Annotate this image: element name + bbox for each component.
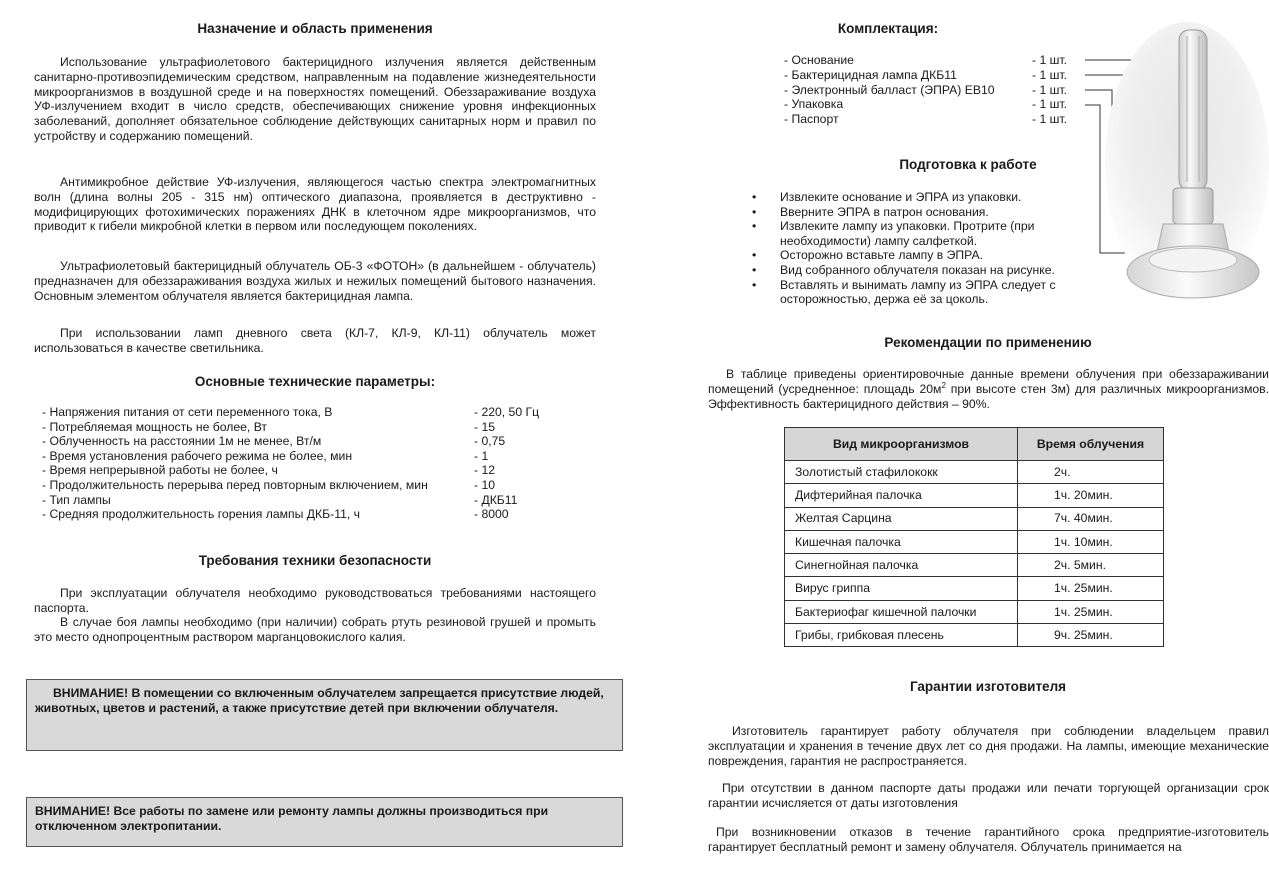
table-row <box>785 577 1164 600</box>
kit-qty: - 1 шт. <box>1032 67 1068 82</box>
param-row <box>42 434 596 449</box>
time-cell: 1ч. 20мин. <box>1018 484 1164 507</box>
kit-row <box>784 53 1084 68</box>
organism-cell: Кишечная палочка <box>785 530 1018 553</box>
recommendations-heading: Рекомендации по применению <box>884 335 1092 350</box>
param-value: - 1 <box>474 448 489 463</box>
time-cell: 1ч. 10мин. <box>1018 530 1164 553</box>
warranty-paragraph-1: Изготовитель гарантирует работу облучателя при соблюдении владельцем правил эксплуатации и хранения в течение двух лет со дня продажи. На лампы, имеющие механические повреждения, гарантия не распространяется. <box>708 724 1269 768</box>
param-row <box>42 463 596 478</box>
param-row <box>42 478 596 493</box>
kit-heading: Комплектация: <box>837 21 939 36</box>
prep-step: • Извлеките основание и ЭПРА из упаковки. <box>780 190 1110 205</box>
time-cell: 9ч. 25мин. <box>1018 624 1164 647</box>
param-value: - ДКБ11 <box>474 492 518 507</box>
param-name: - Продолжительность перерыва перед повторным включением, мин <box>42 477 428 492</box>
params-heading: Основные технические параметры: <box>194 374 436 389</box>
kit-qty: - 1 шт. <box>1032 97 1068 112</box>
kit-qty: - 1 шт. <box>1032 82 1068 97</box>
kit-item: - Основание <box>784 53 854 67</box>
purpose-paragraph-4: При использовании ламп дневного света (КЛ-7, КЛ-9, КЛ-11) облучатель может использоваться в качестве светильника. <box>34 326 596 355</box>
table-header-organism: Вид микроорганизмов <box>785 428 1018 461</box>
param-name: - Облученность на расстоянии 1м не менее, Вт/м <box>42 434 322 449</box>
microorganisms-table <box>784 427 1164 647</box>
param-row <box>42 420 596 435</box>
kit-item: - Электронный балласт (ЭПРА) ЕВ10 <box>784 82 995 97</box>
purpose-paragraph-3: Ультрафиолетовый бактерицидный облучатель ОБ-3 «ФОТОН» (в дальнейшем - облучатель) предназначен для обеззараживания воздуха жилых и нежилых помещений бытового назначения. Основным элементом облучателя является бактерицидная лампа. <box>34 259 596 303</box>
table-row <box>785 507 1164 530</box>
purpose-paragraph-2: Антимикробное действие УФ-излучения, являющегося частью спектра электромагнитных волн (длина волны 205 - 315 нм) оптического диапазона, проявляется в деструктивно - модифицирующих фотохимических поражениях ДНК в клеточном ядре микроорганизмов, что приводит к гибели микробной клетки в первом или последующем поколениях. <box>34 175 596 234</box>
param-value: - 15 <box>474 419 496 434</box>
table-row <box>785 530 1164 553</box>
kit-qty: - 1 шт. <box>1032 112 1068 127</box>
warranty-heading: Гарантии изготовителя <box>909 679 1067 694</box>
table-row <box>785 600 1164 623</box>
table-row <box>785 461 1164 484</box>
organism-cell: Золотистый стафилококк <box>785 461 1018 484</box>
params-list <box>42 405 596 522</box>
warranty-paragraph-3: При возникновении отказов в течение гарантийного срока предприятие-изготовитель гарантирует бесплатный ремонт и замену облучателя. Облучатель принимается на <box>708 825 1269 854</box>
param-name: - Потребляемая мощность не более, Вт <box>42 419 268 434</box>
prep-steps-list <box>750 190 1110 307</box>
time-cell: 1ч. 25мин. <box>1018 577 1164 600</box>
organism-cell: Дифтерийная палочка <box>785 484 1018 507</box>
warning-box-power: ВНИМАНИЕ! Все работы по замене или ремонту лампы должны производиться при отключенном электропитании. <box>26 797 623 847</box>
table-row <box>785 554 1164 577</box>
recommendations-paragraph <box>708 367 1269 411</box>
param-name: - Время непрерывной работы не более, ч <box>42 463 278 478</box>
param-value: - 10 <box>474 477 496 492</box>
kit-row <box>784 83 1084 98</box>
param-value: - 8000 <box>474 507 509 522</box>
purpose-heading: Назначение и область применения <box>197 21 433 36</box>
table-row <box>785 484 1164 507</box>
organism-cell: Синегнойная палочка <box>785 554 1018 577</box>
param-value: - 0,75 <box>474 434 506 449</box>
time-cell: 2ч. 5мин. <box>1018 554 1164 577</box>
safety-heading: Требования техники безопасности <box>198 553 432 568</box>
prep-step: • Вставлять и вынимать лампу из ЭПРА следует с осторожностью, держа её за цоколь. <box>780 278 1110 307</box>
param-name: - Напряжения питания от сети переменного тока, В <box>42 405 333 419</box>
kit-row <box>784 97 1084 112</box>
param-value: - 220, 50 Гц <box>474 405 540 419</box>
prep-step: • Вверните ЭПРА в патрон основания. <box>780 205 1110 220</box>
kit-row <box>784 68 1084 83</box>
ballast <box>1173 188 1213 224</box>
organism-cell: Желтая Сарцина <box>785 507 1018 530</box>
param-value: - 12 <box>474 463 496 478</box>
kit-qty: - 1 шт. <box>1032 53 1068 67</box>
rec-text-1: В таблице приведены ориентировочные данные времени облучения при обеззараживании помещений (усредненное: площадь 20м <box>708 367 1269 396</box>
table-header-time: Время облучения <box>1018 428 1164 461</box>
kit-row <box>784 112 1084 127</box>
warranty-paragraph-2: При отсутствии в данном паспорте даты продажи или печати торгующей организации срок гарантии исчисляется от даты изготовления <box>708 781 1269 810</box>
kit-list <box>784 53 1084 127</box>
kit-item: - Упаковка <box>784 97 844 112</box>
warning-box-people: ВНИМАНИЕ! В помещении со включенным облучателем запрещается присутствие людей, животных, цветов и растений, а также присутствие детей при включении облучателя. <box>26 679 623 751</box>
prep-step: • Вид собранного облучателя показан на рисунке. <box>780 263 1110 278</box>
rec-superscript: 2 <box>941 380 946 390</box>
param-row <box>42 405 596 420</box>
safety-paragraph-1: При эксплуатации облучателя необходимо руководствоваться требованиями настоящего паспорта. <box>34 586 596 615</box>
param-row <box>42 493 596 508</box>
param-row <box>42 507 596 522</box>
safety-paragraph-2: В случае боя лампы необходимо (при наличии) собрать ртуть резиновой грушей и промыть это место однопроцентным раствором марганцовокислого калия. <box>34 615 596 644</box>
lamp-tube <box>1179 30 1207 190</box>
time-cell: 7ч. 40мин. <box>1018 507 1164 530</box>
rec-text-2: при высоте стен 3м) для различных микроорганизмов. Эффективность бактерицидного действия – 90%. <box>708 381 1269 411</box>
kit-item: - Бактерицидная лампа ДКБ11 <box>784 67 957 82</box>
time-cell: 2ч. <box>1018 461 1164 484</box>
organism-cell: Вирус гриппа <box>785 577 1018 600</box>
prep-step: • Осторожно вставьте лампу в ЭПРА. <box>780 248 1110 263</box>
organism-cell: Бактериофаг кишечной палочки <box>785 600 1018 623</box>
organism-cell: Грибы, грибковая плесень <box>785 624 1018 647</box>
param-name: - Тип лампы <box>42 492 111 507</box>
kit-item: - Паспорт <box>784 112 839 127</box>
param-name: - Время установления рабочего режима не более, мин <box>42 448 353 463</box>
purpose-paragraph-1: Использование ультрафиолетового бактерицидного излучения является действенным санитарно-противоэпидемическим средством, направленным на подавление жизнедеятельности микроорганизмов в воздушной среде и на поверхностях помещений. Обеззараживание воздуха УФ-излучением входит в число средств, обеспечивающих снижение уровня инфекционных заболеваний, дополняет обязательное соблюдение действующих санитарных норм и правил по устройству и содержанию помещений. <box>34 55 596 143</box>
time-cell: 1ч. 25мин. <box>1018 600 1164 623</box>
irradiator-illustration <box>1105 22 1269 332</box>
prep-heading: Подготовка к работе <box>899 157 1037 172</box>
table-header-row <box>785 428 1164 461</box>
param-row <box>42 449 596 464</box>
table-row <box>785 624 1164 647</box>
param-name: - Средняя продолжительность горения лампы ДКБ-11, ч <box>42 507 360 522</box>
prep-step: • Извлеките лампу из упаковки. Протрите (при необходимости) лампу салфеткой. <box>780 219 1110 248</box>
